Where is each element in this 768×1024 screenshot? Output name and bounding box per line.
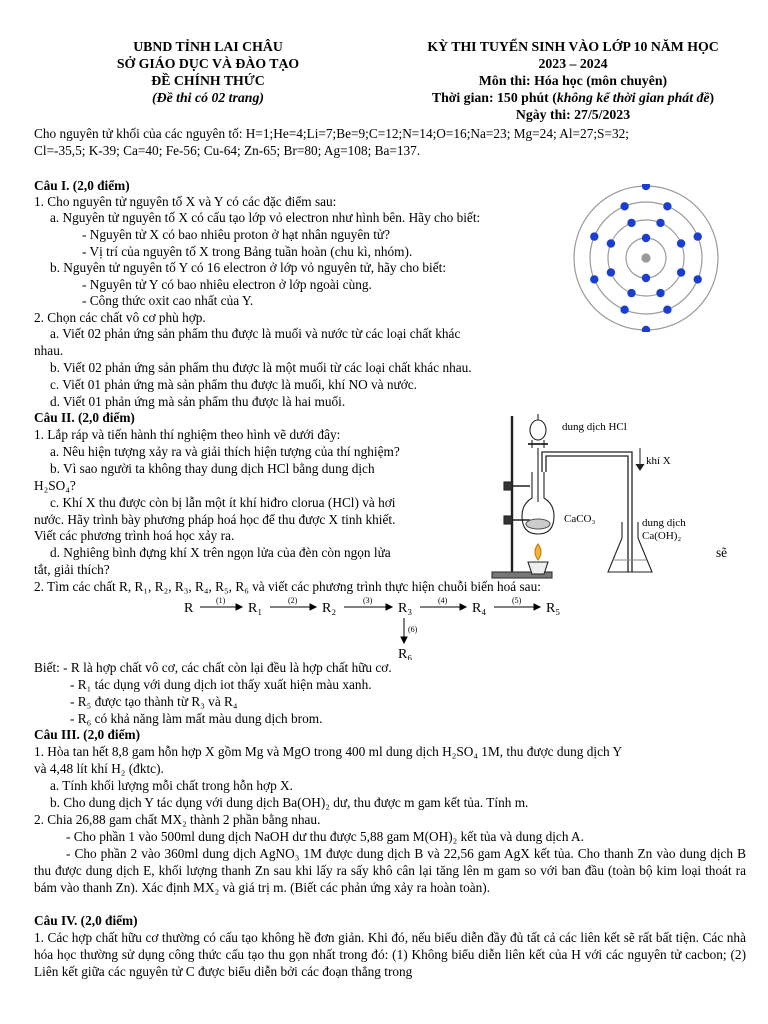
delivery-tube — [542, 452, 632, 572]
q3-line: 2. Chia 26,88 gam chất MX₂ thành 2 phần bằng nhau. — [34, 812, 321, 827]
caco3-solid — [526, 519, 550, 529]
duration: Thời gian: 150 phút (không kể thời gian phát đề) — [431, 90, 715, 105]
scheme-node: R₅ — [546, 601, 561, 616]
scheme-arrowhead — [386, 604, 392, 610]
electron — [642, 274, 650, 282]
scheme-step-label: (1) — [216, 596, 226, 605]
scheme-arrowhead — [460, 604, 466, 610]
electron — [607, 268, 615, 276]
scheme-arrowhead — [534, 604, 540, 610]
q2-note: - R₅ được tạo thành từ R₃ và R₄ — [70, 694, 238, 709]
scheme-node: R₆ — [398, 647, 413, 660]
caoh2-label: Ca(OH)₂ — [642, 530, 682, 542]
q1-line: nhau. — [34, 343, 64, 358]
atomic-masses-line-2: Cl=-35,5; K-39; Ca=40; Fe-56; Cu-64; Zn-65; Br=80; Ag=108; Ba=137. — [34, 143, 421, 158]
header-left — [98, 38, 318, 106]
q3-paragraph: - Cho phần 2 vào 360ml dung dịch AgNO₃ 1M được dung dịch B và 22,56 gam AgX kết tủa. Cho thanh Zn vào dung dịch B thu được dung dịch E, khối lượng thanh Zn sau khi lấy ra sấy khô cân lại tăng lên m gam so với ban đầu (toàn bộ kim loại thoát ra bám vào thanh Zn). Xác định MX₂ và giá trị m. (Biết các phản ứng xảy ra hoàn toàn). — [34, 846, 746, 895]
q1-line: - Nguyên tử Y có bao nhiêu electron ở lớp ngoài cùng. — [82, 277, 372, 292]
q2-line: 1. Lắp ráp và tiến hành thí nghiệm theo hình vẽ dưới đây: — [34, 427, 341, 442]
scheme-arrowhead — [401, 637, 407, 643]
q3-line: 1. Hòa tan hết 8,8 gam hỗn hợp X gồm Mg và MgO trong 400 ml dung dịch H₂SO₄ 1M, thu được dung dịch Y — [34, 744, 623, 759]
electron — [642, 184, 650, 190]
q1-title: Câu I. (2,0 điểm) — [34, 178, 130, 193]
electron — [663, 306, 671, 314]
q2-note: - R₆ có khả năng làm mất màu dung dịch brom. — [70, 711, 323, 726]
q1-line: a. Viết 02 phản ứng sản phẩm thu được là muối và nước từ các loại chất khác — [50, 326, 461, 341]
hcl-label: dung dịch HCl — [562, 421, 627, 433]
q3-title: Câu III. (2,0 điểm) — [34, 727, 141, 742]
q1-line: b. Viết 02 phản ứng sản phẩm thu được là một muối từ các loại chất khác nhau. — [50, 360, 472, 375]
school-year: 2023 – 2024 — [538, 56, 608, 71]
electron — [642, 326, 650, 332]
exam-date: Ngày thi: 27/5/2023 — [515, 107, 631, 122]
electron — [590, 232, 598, 240]
apparatus-diagram — [482, 412, 722, 580]
scheme-step-label: (2) — [288, 596, 298, 605]
q4-title: Câu IV. (2,0 điểm) — [34, 913, 138, 928]
electron — [677, 268, 685, 276]
header-right — [378, 38, 768, 123]
electron — [627, 219, 635, 227]
electron — [677, 239, 685, 247]
electron — [620, 306, 628, 314]
electron — [694, 232, 702, 240]
department-name: SỞ GIÁO DỤC VÀ ĐÀO TẠO — [116, 56, 300, 71]
scheme-node: R₄ — [472, 601, 487, 616]
q2-line: H₂SO₄? — [34, 478, 76, 493]
electron — [607, 239, 615, 247]
q2-line: d. Nghiêng bình đựng khí X trên ngọn lửa của đèn còn ngọn lửa — [50, 545, 391, 560]
q1-line: - Nguyên tử X có bao nhiêu proton ở hạt nhân nguyên tử? — [82, 227, 390, 242]
q1-line: 2. Chọn các chất vô cơ phù hợp. — [34, 310, 206, 325]
official-label: ĐỀ CHÍNH THỨC — [151, 73, 265, 88]
q1-line: c. Viết 01 phản ứng mà sản phẩm thu được là muối, khí NO và nước. — [50, 377, 417, 392]
electron — [620, 202, 628, 210]
scheme-step-label: (4) — [438, 596, 448, 605]
q2-line: a. Nêu hiện tượng xảy ra và giải thích hiện tượng của thí nghiệm? — [50, 444, 400, 459]
caco3-label: CaCO₃ — [564, 513, 596, 525]
q3-line: - Cho phần 1 vào 500ml dung dịch NaOH dư thu được 5,88 gam M(OH)₂ kết tủa và dung dịch A. — [66, 829, 584, 844]
atomic-masses-line-1: Cho nguyên tử khối của các nguyên tố: H=1;He=4;Li=7;Be=9;C=12;N=14;O=16;Na=23; Mg=24; Al=27;S=32; — [34, 126, 629, 141]
electron-shell-diagram — [566, 184, 726, 332]
scheme-arrowhead — [236, 604, 242, 610]
q3-line: a. Tính khối lượng mỗi chất trong hỗn hợp X. — [50, 778, 293, 793]
scheme-node: R — [184, 601, 194, 616]
q2-line: tắt, giải thích? — [34, 562, 110, 577]
dropping-funnel — [530, 420, 546, 440]
q2-line: 2. Tìm các chất R, R₁, R₂, R₃, R₄, R₅, R₆ và viết các phương trình thực hiện chuỗi biến hoá sau: — [34, 579, 541, 594]
q1-line: a. Nguyên tử nguyên tố X có cấu tạo lớp vỏ electron như hình bên. Hãy cho biết: — [50, 210, 481, 225]
scheme-node: R₁ — [248, 601, 263, 616]
electron — [642, 234, 650, 242]
clamp-upper — [504, 482, 512, 490]
electron — [656, 289, 664, 297]
scheme-arrowhead — [310, 604, 316, 610]
clamp-lower — [504, 516, 512, 524]
q3-line: b. Cho dung dịch Y tác dụng với dung dịch Ba(OH)₂ dư, thu được m gam kết tủa. Tính m. — [50, 795, 529, 810]
electron — [663, 202, 671, 210]
q2-line: b. Vì sao người ta không thay dung dịch HCl bằng dung dịch — [50, 461, 375, 476]
q3-line: và 4,48 lít khí H₂ (đktc). — [34, 761, 164, 776]
subject: Môn thi: Hóa học (môn chuyên) — [478, 73, 668, 88]
scheme-node: R₃ — [398, 601, 413, 616]
exam-title: KỲ THI TUYỂN SINH VÀO LỚP 10 NĂM HỌC — [427, 39, 719, 54]
q2-line-end: sẽ — [716, 545, 728, 560]
q1-line: - Công thức oxit cao nhất của Y. — [82, 293, 254, 308]
page-count-note: (Đề thi có 02 trang) — [152, 90, 264, 105]
q1-line: d. Viết 01 phản ứng mà sản phẩm thu được là hai muối. — [50, 394, 346, 409]
alcohol-lamp — [528, 562, 548, 574]
q1-line: - Vị trí của nguyên tố X trong Bảng tuần hoàn (chu kì, nhóm). — [82, 244, 413, 259]
q4-paragraph: 1. Các hợp chất hữu cơ thường có cấu tạo không hề đơn giản. Khi đó, nếu biểu diễn đầy đủ tất cả các liên kết sẽ rất bất tiện. Các nhà hóa học thường sử dụng công thức cấu tạo thu gọn nhất trong đó: (1) Không biểu diễn liên kết của H với các nguyên tử cacbon; (2) Liên kết giữa các nguyên tử C được biểu diễn bởi các đoạn thẳng trong — [34, 930, 746, 979]
reaction-scheme — [176, 594, 576, 660]
electron — [590, 275, 598, 283]
electron — [694, 275, 702, 283]
q2-line: nước. Hãy trình bày phương pháp hoá học để thu được X tinh khiết. — [34, 512, 396, 527]
gas-label: khí X — [646, 455, 671, 467]
province-name: UBND TỈNH LAI CHÂU — [133, 39, 283, 54]
q2-title: Câu II. (2,0 điểm) — [34, 410, 135, 425]
solution-label: dung dịch — [642, 517, 686, 529]
q2-line: Viết các phương trình hoá học xảy ra. — [34, 528, 235, 543]
scheme-step-label: (3) — [363, 596, 373, 605]
electron — [627, 289, 635, 297]
q2-line: c. Khí X thu được còn bị lẫn một ít khí hiđro clorua (HCl) và hơi — [50, 495, 396, 510]
q1-line: 1. Cho nguyên tử nguyên tố X và Y có các đặc điểm sau: — [34, 194, 337, 209]
flame — [535, 544, 541, 560]
q1-line: b. Nguyên tử nguyên tố Y có 16 electron ở lớp vỏ nguyên tử, hãy cho biết: — [50, 260, 447, 275]
scheme-step-label: (6) — [408, 625, 418, 634]
electron — [656, 219, 664, 227]
q2-note: Biết: - R là hợp chất vô cơ, các chất còn lại đều là hợp chất hữu cơ. — [34, 660, 392, 675]
scheme-node: R₂ — [322, 601, 337, 616]
q2-note: - R₁ tác dụng với dung dịch iot thấy xuất hiện màu xanh. — [70, 677, 372, 692]
scheme-step-label: (5) — [512, 596, 522, 605]
nucleus — [642, 254, 650, 262]
